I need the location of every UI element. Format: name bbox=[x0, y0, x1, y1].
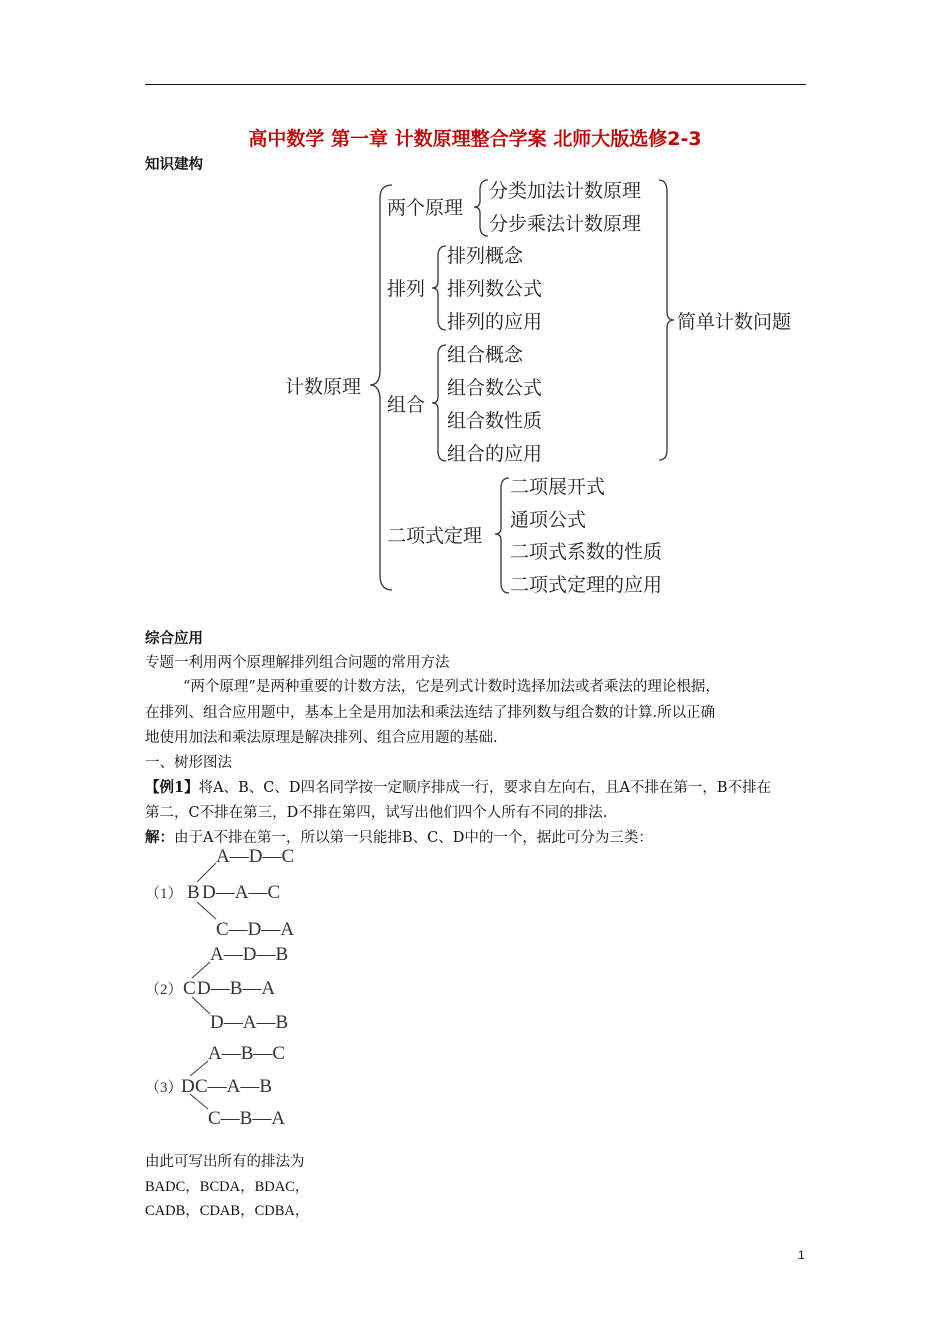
branch-item: 组合概念 bbox=[447, 344, 524, 366]
branch-item: 组合数性质 bbox=[447, 410, 543, 432]
branch-item: 二项式定理的应用 bbox=[510, 574, 663, 596]
branch-item: 排列概念 bbox=[447, 245, 524, 267]
tree-2-branch: D—A—B bbox=[210, 1012, 289, 1033]
tree-1-branch: C—D—A bbox=[216, 919, 295, 940]
tree-3-label: （3） bbox=[145, 1080, 183, 1096]
branch-label: 组合 bbox=[387, 394, 426, 416]
tree-2-root: C bbox=[183, 978, 196, 999]
section-heading-application: 综合应用 bbox=[145, 631, 203, 647]
page-number: 1 bbox=[798, 1248, 805, 1262]
tree-2-branch: A—D—B bbox=[210, 944, 289, 965]
branch-label: 排列 bbox=[387, 278, 426, 300]
paragraph-line: 在排列、组合应用题中，基本上全是用加法和乘法连结了排列数与组合数的计算.所以正确 bbox=[145, 705, 716, 721]
branch-label: 两个原理 bbox=[387, 197, 464, 219]
branch-item: 二项式系数的性质 bbox=[510, 541, 663, 563]
branch-item: 通项公式 bbox=[510, 509, 587, 531]
example-line-2: 第二，C不排在第三，D不排在第四，试写出他们四个人所有不同的排法. bbox=[145, 805, 608, 821]
branch-item: 二项展开式 bbox=[510, 476, 606, 498]
branch-item: 分步乘法计数原理 bbox=[489, 213, 642, 235]
tree-2-branch: D—B—A bbox=[197, 978, 276, 999]
page-title: 高中数学 第一章 计数原理整合学案 北师大版选修2-3 bbox=[248, 128, 702, 150]
tree-1-branch: A—D—C bbox=[216, 846, 295, 867]
tree-1-label: （1） bbox=[145, 886, 183, 902]
branch-item: 排列的应用 bbox=[447, 311, 543, 333]
topic-heading: 专题一利用两个原理解排列组合问题的常用方法 bbox=[145, 655, 450, 671]
branch-item: 排列数公式 bbox=[447, 278, 543, 300]
tree-2-label: （2） bbox=[145, 982, 183, 998]
tree-3-branch: C—B—A bbox=[208, 1108, 286, 1129]
method-heading: 一、树形图法 bbox=[145, 755, 232, 771]
diagram-root-label: 计数原理 bbox=[285, 376, 362, 398]
tree-3-root: D bbox=[181, 1076, 195, 1097]
diagram-right-label: 简单计数问题 bbox=[677, 311, 792, 333]
tree-1-root: B bbox=[187, 882, 200, 903]
answer-line: BADC，BCDA，BDAC， bbox=[145, 1179, 310, 1195]
conclusion-line: 由此可写出所有的排法为 bbox=[145, 1154, 305, 1170]
tree-3-branch: C—A—B bbox=[195, 1076, 273, 1097]
paragraph-line: 地使用加法和乘法原理是解决排列、组合应用题的基础. bbox=[145, 730, 498, 746]
solution-tag: 解： bbox=[145, 829, 174, 846]
paragraph-line: “两个原理”是两种重要的计数方法，它是列式计数时选择加法或者乘法的理论根据， bbox=[183, 679, 720, 695]
example-text: 将A、B、C、D四名同学按一定顺序排成一行，要求自左向右，且A不排在第一，B不排在 bbox=[198, 780, 772, 796]
answer-line: CADB，CDAB，CDBA， bbox=[145, 1203, 310, 1219]
branch-item: 组合的应用 bbox=[447, 443, 543, 465]
branch-label: 二项式定理 bbox=[387, 525, 483, 547]
section-heading-knowledge: 知识建构 bbox=[145, 157, 203, 173]
example-tag: 【例1】 bbox=[145, 779, 199, 796]
tree-3-branch: A—B—C bbox=[208, 1043, 286, 1064]
branch-item: 分类加法计数原理 bbox=[489, 180, 642, 202]
tree-1-branch: D—A—C bbox=[202, 882, 281, 903]
branch-item: 组合数公式 bbox=[447, 377, 543, 399]
solution-text: 由于A不排在第一，所以第一只能排B、C、D中的一个，据此可分为三类： bbox=[174, 830, 653, 846]
